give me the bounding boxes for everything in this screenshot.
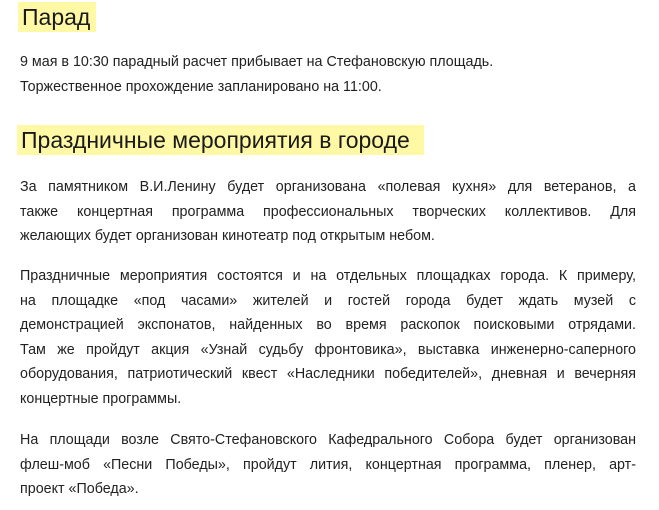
parade-paragraph	[20, 50, 636, 99]
text-line: За памятником В.И.Ленину будет организована «полевая кухня» для ветеранов, а	[20, 179, 636, 195]
text-line: 9 мая в 10:30 парадный расчет прибывает на Стефановскую площадь.	[20, 54, 494, 70]
text-line: желающих будет организован кинотеатр под открытым небом.	[20, 228, 435, 244]
text-line: Там же пройдут акция «Узнай судьбу фронтовика», выставка инженерно-саперного	[20, 341, 636, 358]
section-heading-city-events: Праздничные мероприятия в городе	[17, 125, 424, 155]
city-events-paragraph-2	[20, 264, 636, 411]
text-line: проект «Победа».	[20, 481, 139, 497]
city-events-paragraph-3	[20, 428, 636, 502]
text-line: На площади возле Свято-Стефановского Кафедрального Собора будет организован	[20, 432, 636, 448]
text-line: концертные программы.	[20, 390, 182, 407]
text-line: Праздничные мероприятия состоятся и на отдельных площадках города. К примеру,	[20, 268, 636, 284]
section-heading-parade: Парад	[18, 2, 96, 32]
text-line: флеш-моб «Песни Победы», пройдут лития, концертная программа, пленер, арт-	[20, 456, 636, 473]
text-line: оборудования, патриотический квест «Наследники победителей», дневная и вечерняя	[20, 366, 636, 382]
text-line: демонстрацией экспонатов, найденных во время раскопок поисковыми отрядами.	[20, 317, 636, 333]
city-events-paragraph-1	[20, 175, 636, 249]
text-line: на площадке «под часами» жителей и гостей города будет ждать музей с	[20, 292, 636, 309]
text-line: Торжественное прохождение запланировано на 11:00.	[20, 78, 382, 95]
text-line: также концертная программа профессиональных творческих коллективов. Для	[20, 203, 636, 220]
